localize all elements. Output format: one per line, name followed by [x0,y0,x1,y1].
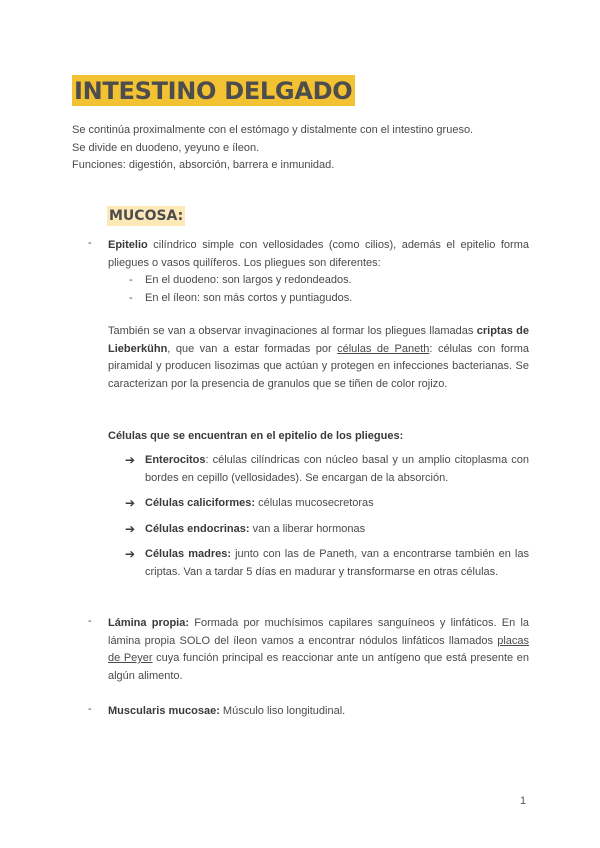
cell-list-item: ➔ Células madres: junto con las de Paneth, van a encontrarse también en las criptas. Van a tardar 5 días en madurar y transformarse en otras células. [125,547,529,578]
bullet-marker: - [88,703,92,715]
arrow-icon: ➔ [125,522,136,536]
arrow-icon: ➔ [125,496,136,510]
page-title: INTESTINO DELGADO [72,75,355,106]
peyer-term: placas de Peyer [108,634,529,664]
cell-list-item: ➔ Enterocitos: células cilíndricas con núcleo basal y un amplio citoplasma con bordes en cepillo (vellosidades). Se encargan de la absorción. [125,453,529,484]
lamina-term: Lámina propia: [108,617,190,629]
intro-line: Se divide en duodeno, yeyuno e íleon. [72,141,260,154]
epitelio-item [108,237,529,307]
cell-list-item: ➔ Células endocrinas: van a liberar hormonas [125,521,529,539]
intro-line: Funciones: digestión, absorción, barrera e inmunidad. [72,159,335,171]
sub-list-item: - En el íleon: son más cortos y puntiagudos. [129,291,353,304]
epitelio-term: Epitelio [108,239,148,251]
cells-heading: Células que se encuentran en el epitelio de los pliegues: [108,430,404,442]
arrow-icon: ➔ [125,453,136,467]
mucosa-heading: MUCOSA: [109,208,184,224]
intro-paragraph [72,122,473,175]
sub-list-item: - En el duodeno: son largos y redondeados. [129,274,352,286]
epitelio-text: Epitelio cilíndrico simple con vellosidades (como cilios), además el epitelio forma pliegues o vasos quilíferos. Los pliegues son diferentes: [108,239,529,269]
page-number: 1 [520,795,527,807]
criptas-term: criptas de Lieberkühn [108,325,529,355]
muscularis-item: Muscularis mucosae: Músculo liso longitudinal. [108,705,346,717]
lamina-propia-item: Lámina propia: Formada por muchísimos capilares sanguíneos y linfáticos. En la lámina propia SOLO del íleon vamos a encontrar nódulos linfáticos llamados placas de Peyer cuya función principal es reaccionar ante un antígeno que está presente en algún alimento. [108,617,530,682]
bullet-marker: - [88,237,92,249]
criptas-paragraph: También se van a observar invaginaciones al formar los pliegues llamadas criptas de Lieberkühn, que van a estar formadas por células de Paneth: células con forma piramidal y producen lisozimas que actúan y protegen en infecciones bacterianas. Se caracterizan por la presencia de granulos que se tiñen de color rojizo. [108,325,529,390]
arrow-icon: ➔ [125,547,136,561]
intro-line: Se continúa proximalmente con el estómago y distalmente con el intestino grueso. [72,124,474,136]
bullet-marker: - [88,615,92,627]
muscularis-term: Muscularis mucosae: [108,705,220,717]
cell-list-item: ➔ Células caliciformes: células mucosecretoras [125,495,529,513]
paneth-term: células de Paneth [337,342,430,355]
